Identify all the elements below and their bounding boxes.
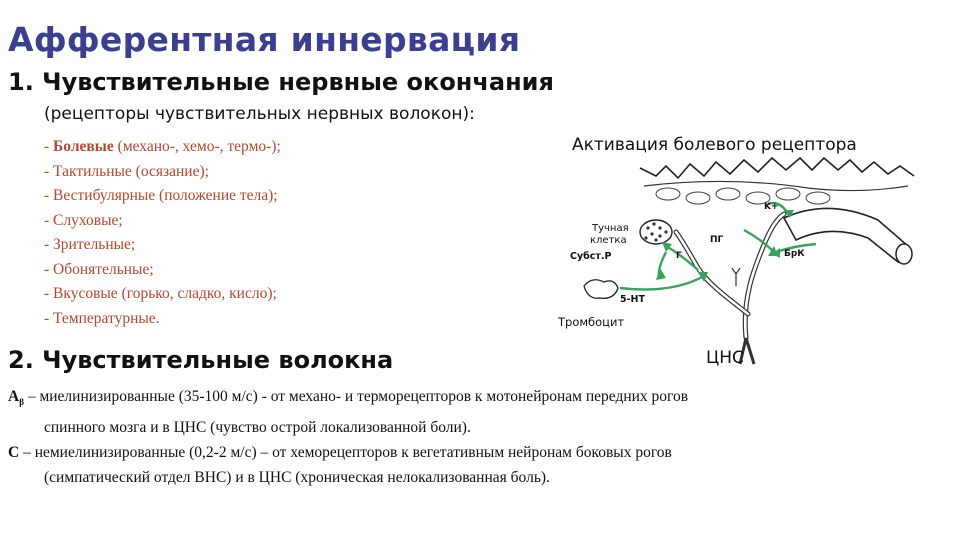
list-item: - Зрительные; xyxy=(44,236,136,253)
list-item: - Температурные. xyxy=(44,309,160,327)
fiber-descriptions xyxy=(8,384,938,490)
fiber-c-line: С – немиелинизированные (0,2-2 м/с) – от хеморецепторов к вегетативным нейронам боковых рогов xyxy=(8,444,672,462)
platelet xyxy=(584,280,618,299)
label-histamine: Г xyxy=(676,251,682,261)
label-platelet: Тромбоцит xyxy=(558,315,625,329)
label-bradykinin: БрК xyxy=(784,249,805,259)
nerve-ending xyxy=(732,268,740,286)
list-item: - Вкусовые (горько, сладко, кисло); xyxy=(44,285,277,302)
dermis-line xyxy=(644,181,908,190)
cell-layer xyxy=(656,188,830,204)
fiber-a-label: $А_\beta$ xyxy=(8,388,24,408)
arrow-heads xyxy=(656,210,794,282)
label-potassium: K+ xyxy=(764,202,779,212)
label-serotonin: 5-НТ xyxy=(620,294,645,305)
list-item: - Вестибулярные (положение тела); xyxy=(44,187,278,204)
fiber-a-line-2: спинного мозга и в ЦНС (чувство острой локализованной боли). xyxy=(44,419,471,437)
label-prostaglandin: ПГ xyxy=(710,235,724,245)
label-cns: ЦНС xyxy=(706,348,744,368)
fiber-a-line: $А_\beta$ – миелинизированные (35-100 м/с) - от механо- и терморецепторов к мотонейронам передних рогов xyxy=(8,388,689,408)
label-substance-p: Субст.Р xyxy=(570,251,612,262)
page-title: Афферентная иннервация xyxy=(8,20,521,59)
vessel-lumen xyxy=(896,244,912,264)
fiber-c-line-2: (симпатический отдел ВНС) и в ЦНС (хроническая нелокализованная боль). xyxy=(44,469,550,487)
diagram-title: Активация болевого рецептора xyxy=(572,135,857,155)
list-item: - Тактильные (осязание); xyxy=(44,162,209,180)
pain-receptor-diagram xyxy=(548,128,960,368)
receptor-list xyxy=(44,135,281,331)
list-item: - Слуховые; xyxy=(44,211,123,229)
label-mast-cell-2: клетка xyxy=(590,235,627,246)
list-item: - Болевые (механо-, хемо-, термо-); xyxy=(44,138,281,155)
section-heading-fibers: 2. Чувствительные волокна xyxy=(8,346,394,374)
skin-surface xyxy=(640,158,914,178)
list-item: - Обонятельные; xyxy=(44,260,154,278)
fiber-c-label: С xyxy=(8,444,20,462)
section-subtitle: (рецепторы чувствительных нервных волокон): xyxy=(44,104,475,124)
section-heading-receptors: 1. Чувствительные нервные окончания xyxy=(8,68,554,96)
label-mast-cell-1: Тучная xyxy=(592,223,629,234)
